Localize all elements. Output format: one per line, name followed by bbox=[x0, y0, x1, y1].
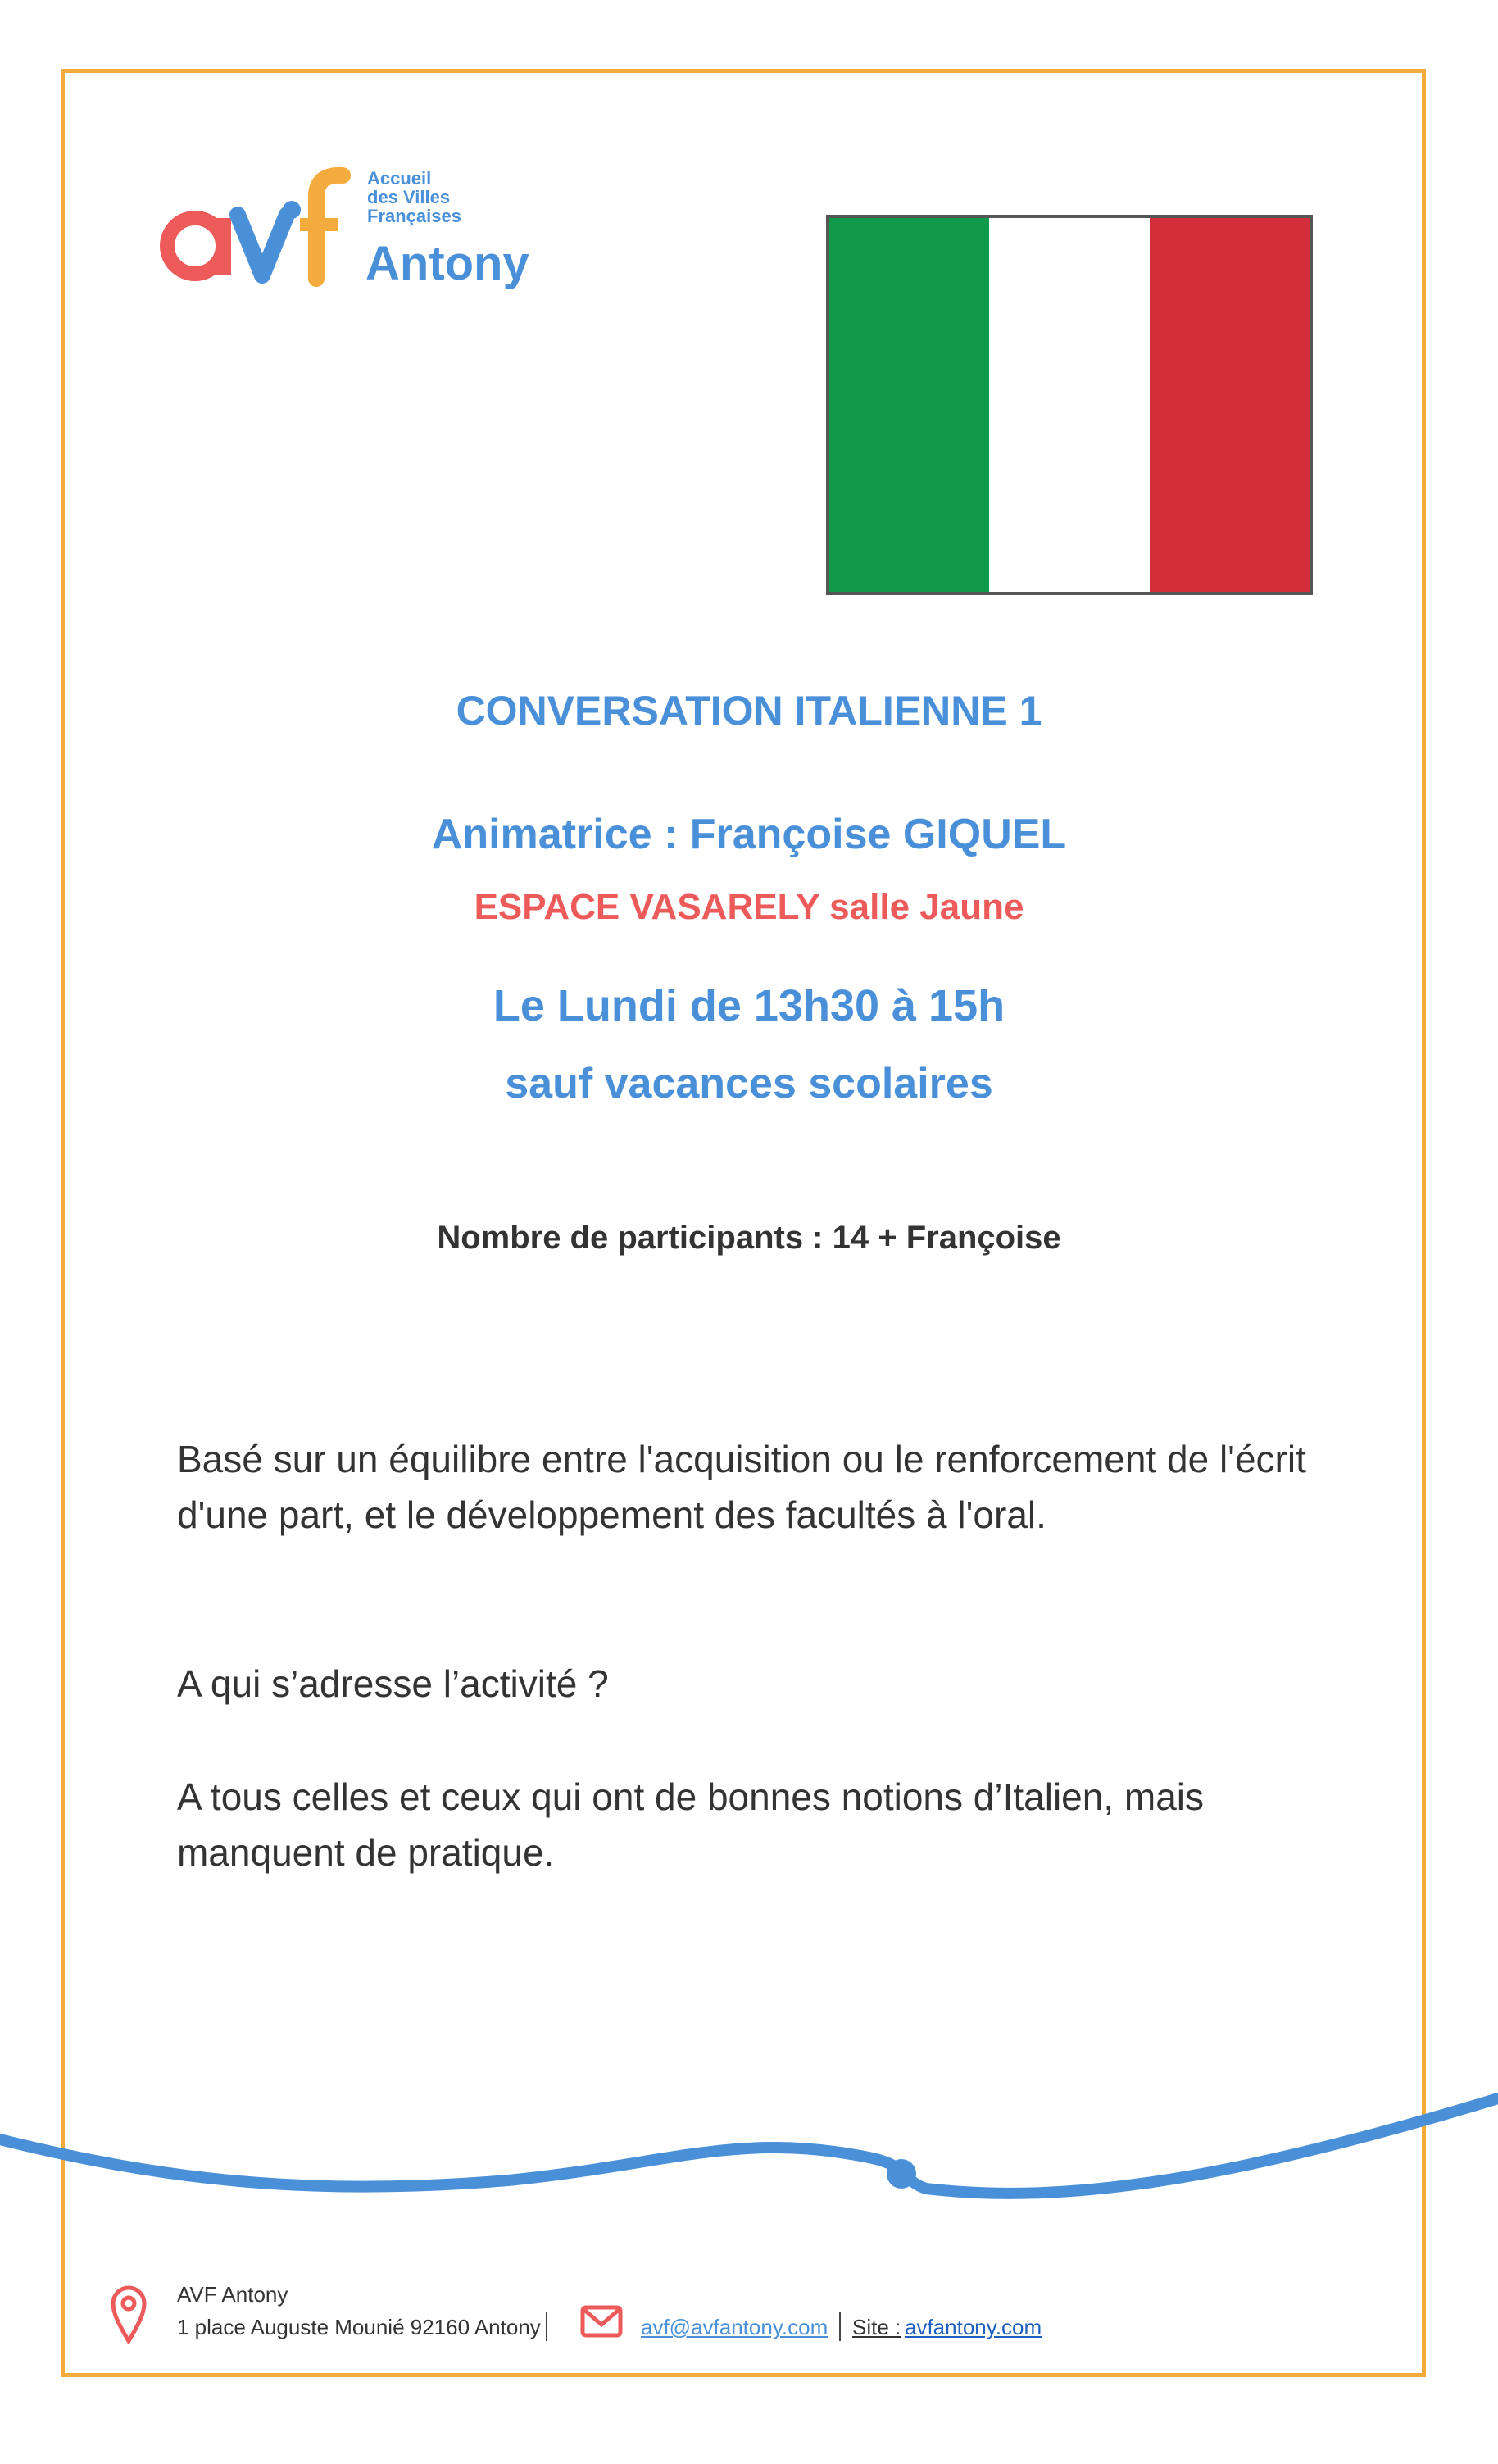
flag-red-band bbox=[1150, 218, 1310, 592]
participants-count: Nombre de participants : 14 + Françoise bbox=[437, 1220, 1061, 1256]
footer-separator bbox=[839, 2312, 841, 2341]
schedule: Le Lundi de 13h30 à 15h bbox=[493, 981, 1005, 1030]
flag-white-band bbox=[989, 218, 1149, 592]
audience-answer: A tous celles et ceux qui ont de bonnes notions d’Italien, mais manquent de pratique. bbox=[177, 1775, 1205, 1874]
footer-separator bbox=[546, 2312, 547, 2341]
avf-logo bbox=[156, 164, 549, 303]
italian-flag bbox=[826, 215, 1313, 595]
audience-question: A qui s’adresse l’activité ? bbox=[177, 1662, 609, 1705]
logo-tag-line-1: Accueil bbox=[367, 168, 432, 189]
footer bbox=[0, 2271, 1498, 2369]
email-link[interactable]: avf@avfantony.com bbox=[641, 2315, 828, 2339]
description-paragraph: Basé sur un équilibre entre l'acquisition ou le renforcement de l'écrit d'une part, et le développement des facultés à l'oral. bbox=[177, 1438, 1306, 1536]
mail-icon bbox=[580, 2305, 623, 2338]
schedule-exception: sauf vacances scolaires bbox=[505, 1060, 993, 1107]
avf-logo-mark bbox=[156, 164, 361, 295]
footer-address: 1 place Auguste Mounié 92160 Antony bbox=[177, 2315, 541, 2339]
logo-tagline bbox=[367, 169, 461, 225]
decorative-wave bbox=[0, 2082, 1498, 2246]
site-label: Site : bbox=[852, 2315, 901, 2339]
animatrice: Animatrice : Françoise GIQUEL bbox=[431, 811, 1067, 858]
footer-org: AVF Antony bbox=[177, 2282, 288, 2307]
activity-title: CONVERSATION ITALIENNE 1 bbox=[456, 688, 1042, 734]
location: ESPACE VASARELY salle Jaune bbox=[474, 887, 1024, 927]
location-pin-icon bbox=[110, 2284, 148, 2344]
logo-tag-line-2: des Villes bbox=[367, 187, 451, 207]
logo-city: Antony bbox=[365, 237, 529, 290]
flag-green-band bbox=[829, 218, 989, 592]
website-link[interactable]: avfantony.com bbox=[905, 2315, 1042, 2339]
logo-tag-line-3: Françaises bbox=[367, 206, 461, 226]
